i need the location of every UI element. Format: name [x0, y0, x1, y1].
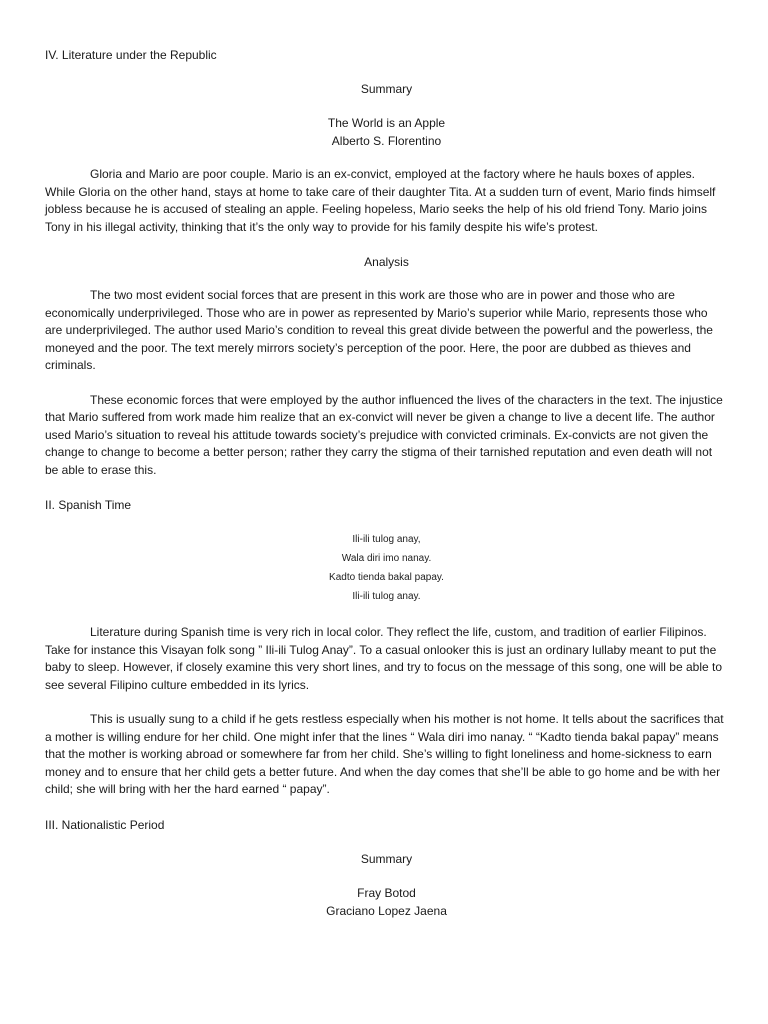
work-title-2: Fray Botod — [357, 885, 416, 900]
poem-line: Kadto tienda bakal papay. — [329, 572, 444, 583]
section-heading-spanish-time: II. Spanish Time — [45, 498, 132, 512]
section-heading-nationalistic: III. Nationalistic Period — [45, 817, 165, 832]
folk-song-poem — [45, 530, 728, 606]
summary-heading: Summary — [360, 82, 413, 96]
document-page — [45, 46, 728, 936]
spanish-paragraph-1: Literature during Spanish time is very rich in local color. They reflect the life, custom, and tradition of earlier Filipinos. Take for instance this Visayan folk song ” Ili-ili Tulog Anay”. To a casual onlooker this is just an ordinary lullaby meant to put the baby to sleep. However, if closely examine this very short lines, and try to focus on the message of this song, one will be able to see several Filipino culture embedded in its lyrics. — [45, 625, 723, 692]
summary-paragraph: Gloria and Mario are poor couple. Mario is an ex-convict, employed at the factory where he hauls boxes of apples. While Gloria on the other hand, stays at home to take care of their daughter Tita. At a sudden turn of event, Mario finds himself jobless because he is accused of stealing an apple. Feeling hopeless, Mario seeks the help of his old friend Tony. Mario joins Tony in his illegal activity, thinking that it’s the only way to provide for his family despite his wife’s protest. — [45, 167, 716, 234]
work-author: Alberto S. Florentino — [331, 134, 442, 148]
work-title-block — [45, 114, 728, 150]
poem-line: Ili-ili tulog anay. — [352, 591, 421, 602]
work-title-block-2 — [45, 884, 728, 920]
analysis-paragraph-1: The two most evident social forces that are present in this work are those who are in power and those who are economically underprivileged. Those who are in power as represented by Mario’s superior while Mario, represents those who are underprivileged. The author used Mario’s condition to reveal this great divide between the powerful and the powerless, the moneyed and the poor. The text merely mirrors society’s perception of the poor. Here, the poor are dubbed as thieves and criminals. — [45, 288, 713, 372]
work-title: The World is an Apple — [327, 116, 446, 130]
analysis-heading: Analysis — [364, 255, 409, 269]
work-author-2: Graciano Lopez Jaena — [326, 903, 447, 918]
poem-line: Ili-ili tulog anay, — [352, 534, 421, 545]
section-heading-republic: IV. Literature under the Republic — [45, 48, 217, 62]
spanish-paragraph-2: This is usually sung to a child if he gets restless especially when his mother is not home. It tells about the sacrifices that a mother is willing endure for her child. One might infer that the lines “ Wala diri imo nanay. “ “Kadto tienda bakal papay” means that the mother is working abroad or somewhere far from her child. She’s willing to fight loneliness and home-sickness to earn money and to ensure that her child gets a better future. And when the day comes that she’ll be able to go home and be with her child; she will bring with her the hard earned “ papay”. — [45, 712, 724, 796]
summary-heading-2: Summary — [360, 851, 413, 866]
analysis-paragraph-2: These economic forces that were employed by the author influenced the lives of the characters in the text. The injustice that Mario suffered from work made him realize that an ex-convict will never be given a change to live a decent life. The author used Mario’s situation to reveal his attitude towards society’s prejudice with convicted criminals. Ex-convicts are not given the change to change to become a better person; rather they carry the stigma of their tarnished reputation and even death will not be able to erase this. — [45, 392, 723, 477]
poem-line: Wala diri imo nanay. — [341, 553, 432, 564]
